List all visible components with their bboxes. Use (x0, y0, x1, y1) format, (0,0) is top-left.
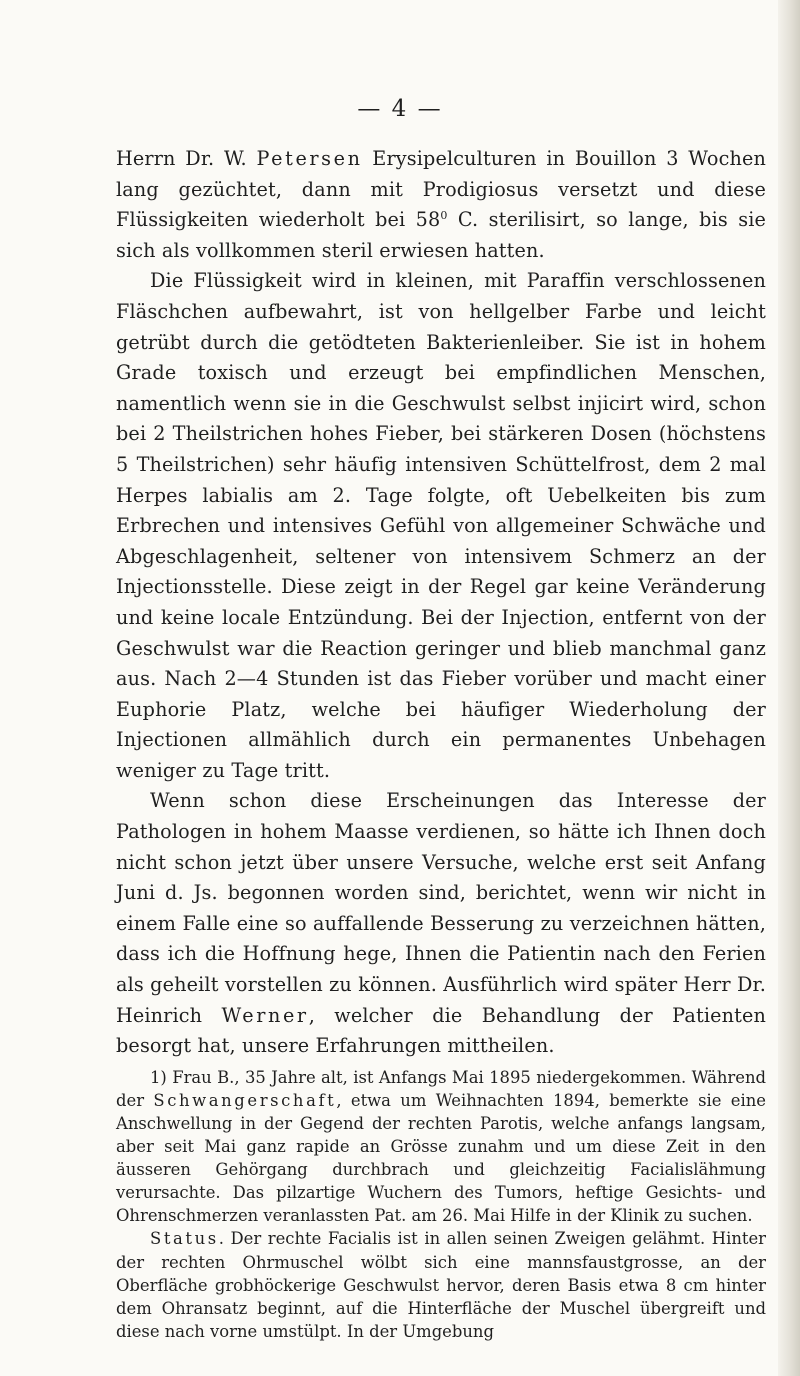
p4-text-b: , etwa um Weihnachten 1894, bemerkte sie eine Anschwellung in der Gegend der rechten Parotis, welche anfangs langsam, aber seit Mai ganz rapide an Grösse zunahm und um diese Zeit in den äusseren Gehörgang durchbrach und gleichzeitig Facialislähmung verursachte. Das pilzartige Wuchern des Tumors, heftige Gesichts- und Ohrenschmerzen veranlassten Pat. am 26. Mai Hilfe in der Klinik zu suchen. (116, 1090, 766, 1226)
page-number: — 4 — (357, 96, 443, 122)
p1-text-a: Herrn Dr. W. (116, 147, 257, 170)
paragraph-3 (116, 786, 766, 1061)
p3-text-a: Wenn schon diese Erscheinungen das Interesse der Pathologen in hohem Maasse verdienen, so hätte ich Ihnen doch nicht schon jetzt über unsere Versuche, welche erst seit Anfang Juni d. Js. begonnen worden sind, berichtet, wenn wir nicht in einem Falle eine so auffallende Besserung zu verzeichnen hätten, dass ich die Hoffnung hege, Ihnen die Patientin nach den Ferien als geheilt vorstellen zu können. Ausführlich wird später Herr Dr. Heinrich (116, 789, 766, 1027)
paragraph-1 (116, 144, 766, 266)
term-status: Status (150, 1229, 219, 1249)
p1-text-b: Erysipelculturen in Bouillon 3 Wochen lang gezüchtet, dann mit Prodigiosus versetzt und diese Flüssigkeiten wiederholt bei 58 (116, 147, 766, 232)
p3-text-b: , welcher die Behandlung der Patienten besorgt hat, unsere Erfahrungen mittheilen. (116, 1003, 766, 1058)
paragraph-status (116, 1227, 766, 1342)
term-schwangerschaft: Schwangerschaft (153, 1090, 337, 1110)
p4-text-a: 1) Frau B., 35 Jahre alt, ist Anfangs Mai 1895 niedergekommen. Während der (116, 1067, 766, 1110)
paragraph-2: Die Flüssigkeit wird in kleinen, mit Paraffin verschlossenen Fläschchen aufbewahrt, ist von hellgelber Farbe und leicht getrübt durch die getödteten Bakterienleiber. Sie ist in hohem Grade toxisch und erzeugt bei empfindlichen Menschen, namentlich wenn sie in die Geschwulst selbst injicirt wird, schon bei 2 Theilstrichen hohes Fieber, bei stärkeren Dosen (höchstens 5 Theilstrichen) sehr häufig intensiven Schüttelfrost, dem 2 mal Herpes labialis am 2. Tage folgte, oft Uebelkeiten bis zum Erbrechen und intensives Gefühl von allgemeiner Schwäche und Abgeschlagenheit, seltener von intensivem Schmerz an der Injectionsstelle. Diese zeigt in der Regel gar keine Veränderung und keine locale Entzündung. Bei der Injection, entfernt von der Geschwulst war die Reaction geringer und blieb manchmal ganz aus. Nach 2—4 Stunden ist das Fieber vorüber und macht einer Euphorie Platz, welche bei häufiger Wiederholung der Injectionen allmählich durch ein permanentes Unbehagen weniger zu Tage tritt. (116, 269, 766, 782)
author-name-petersen: Petersen (256, 147, 363, 170)
p1-text-c: C. sterilisirt, so lange, bis sie sich als vollkommen steril erwiesen hatten. (116, 208, 766, 262)
p5-text-b: . Der rechte Facialis ist in allen seinen Zweigen gelähmt. Hinter der rechten Ohrmuschel wölbt sich eine mannsfaustgrosse, an der Oberfläche grobhöckerige Geschwulst hervor, deren Basis etwa 8 cm hinter dem Ohransatz beginnt, auf die Hinterfläche der Muschel übergreift und diese nach vorne umstülpt. In der Umgebung (116, 1229, 766, 1341)
scan-page-edge (778, 0, 800, 1376)
case-report-section (116, 1066, 766, 1343)
degree-superscript: 0 (440, 209, 448, 223)
body-text (116, 144, 766, 1343)
paragraph-case-1 (116, 1066, 766, 1228)
main-section (116, 144, 766, 1062)
author-name-werner: Werner (221, 1003, 309, 1027)
